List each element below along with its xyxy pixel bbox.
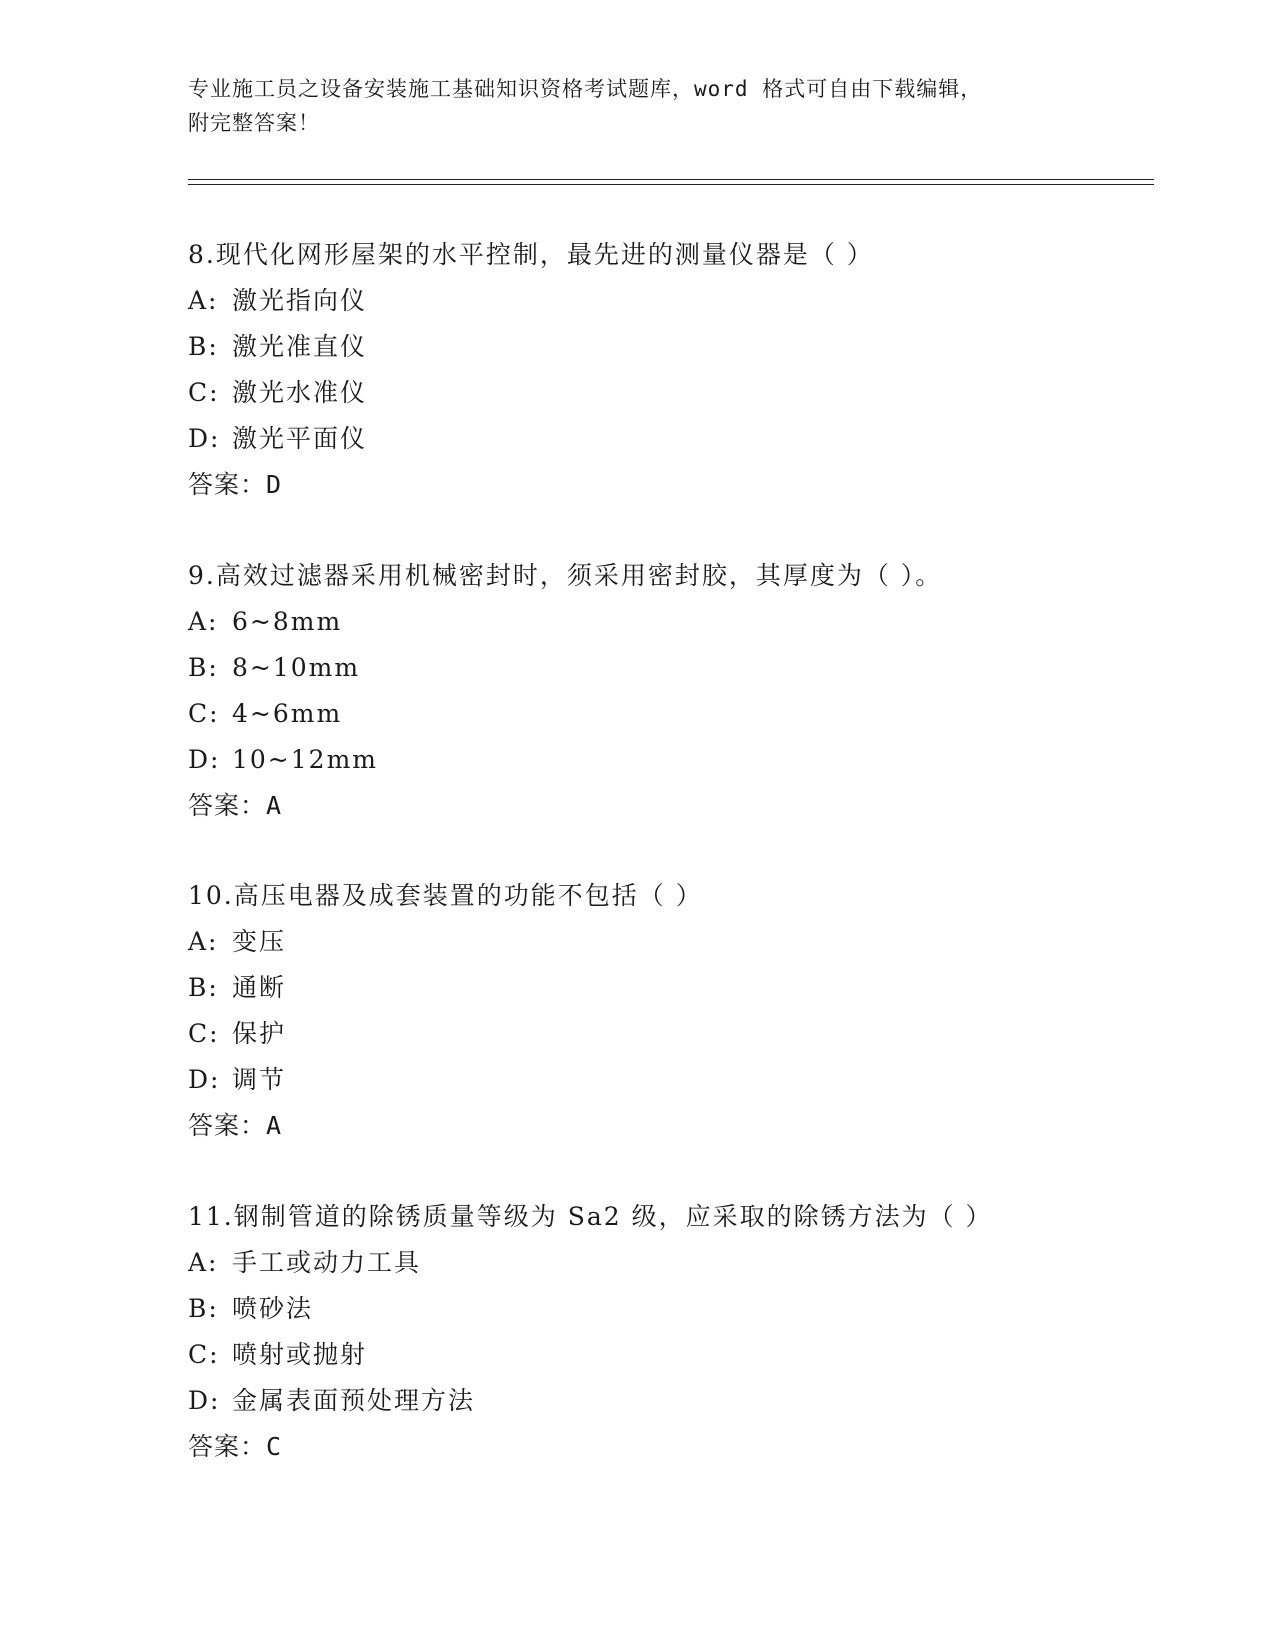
answer: 答案：A	[188, 1111, 283, 1140]
answer: 答案：D	[188, 470, 283, 499]
option-letter: D:	[188, 1386, 221, 1415]
option-letter: C:	[188, 1340, 220, 1369]
option-text: 激光水准仪	[232, 378, 368, 407]
question-stem: 10.高压电器及成套装置的功能不包括（ ）	[188, 881, 703, 910]
option-letter: B:	[188, 1294, 219, 1323]
option-letter: C:	[188, 378, 220, 407]
option-a	[188, 1240, 1148, 1286]
option-text: 喷射或抛射	[232, 1340, 368, 1369]
option-letter: D:	[188, 424, 221, 453]
header-divider-top	[188, 179, 1154, 180]
answer: 答案：C	[188, 1432, 283, 1461]
option-letter: D:	[188, 745, 221, 774]
question-9	[188, 553, 1148, 829]
option-letter: B:	[188, 653, 219, 682]
option-c	[188, 370, 1148, 416]
header-line-2: 附完整答案！	[188, 111, 320, 135]
option-text: 金属表面预处理方法	[232, 1386, 476, 1415]
header-line-1: 专业施工员之设备安装施工基础知识资格考试题库，word 格式可自由下载编辑，	[188, 77, 983, 101]
option-text: 保护	[232, 1019, 287, 1048]
option-letter: D:	[188, 1065, 221, 1094]
question-8	[188, 232, 1148, 508]
option-a	[188, 599, 1148, 645]
option-c	[188, 1332, 1148, 1378]
option-text: 通断	[232, 973, 287, 1002]
option-text: 8~10mm	[232, 653, 361, 682]
document-header	[188, 72, 1088, 140]
question-stem: 11.钢制管道的除锈质量等级为 Sa2 级，应采取的除锈方法为（ ）	[188, 1202, 993, 1231]
option-text: 调节	[232, 1065, 287, 1094]
option-text: 4~6mm	[232, 699, 343, 728]
header-divider-bottom	[188, 184, 1154, 185]
option-d	[188, 737, 1148, 783]
option-text: 变压	[232, 927, 287, 956]
option-d	[188, 416, 1148, 462]
option-b	[188, 645, 1148, 691]
option-d	[188, 1378, 1148, 1424]
question-10	[188, 873, 1148, 1149]
option-a	[188, 919, 1148, 965]
option-c	[188, 691, 1148, 737]
option-a	[188, 278, 1148, 324]
option-text: 10~12mm	[232, 745, 378, 774]
option-b	[188, 324, 1148, 370]
option-text: 激光指向仪	[232, 286, 368, 315]
option-text: 激光准直仪	[232, 332, 368, 361]
option-b	[188, 965, 1148, 1011]
option-letter: B:	[188, 973, 219, 1002]
option-letter: B:	[188, 332, 219, 361]
option-b	[188, 1286, 1148, 1332]
question-11	[188, 1194, 1148, 1470]
question-stem: 9.高效过滤器采用机械密封时，须采用密封胶，其厚度为（ ）。	[188, 561, 943, 590]
answer: 答案：A	[188, 791, 283, 820]
option-letter: A:	[188, 286, 219, 315]
option-d	[188, 1057, 1148, 1103]
option-letter: C:	[188, 699, 220, 728]
option-text: 激光平面仪	[232, 424, 368, 453]
option-letter: A:	[188, 607, 219, 636]
option-c	[188, 1011, 1148, 1057]
option-text: 喷砂法	[232, 1294, 314, 1323]
option-letter: C:	[188, 1019, 220, 1048]
option-text: 手工或动力工具	[232, 1248, 422, 1277]
question-stem: 8.现代化网形屋架的水平控制，最先进的测量仪器是（ ）	[188, 240, 874, 269]
option-text: 6~8mm	[232, 607, 343, 636]
option-letter: A:	[188, 1248, 219, 1277]
option-letter: A:	[188, 927, 219, 956]
